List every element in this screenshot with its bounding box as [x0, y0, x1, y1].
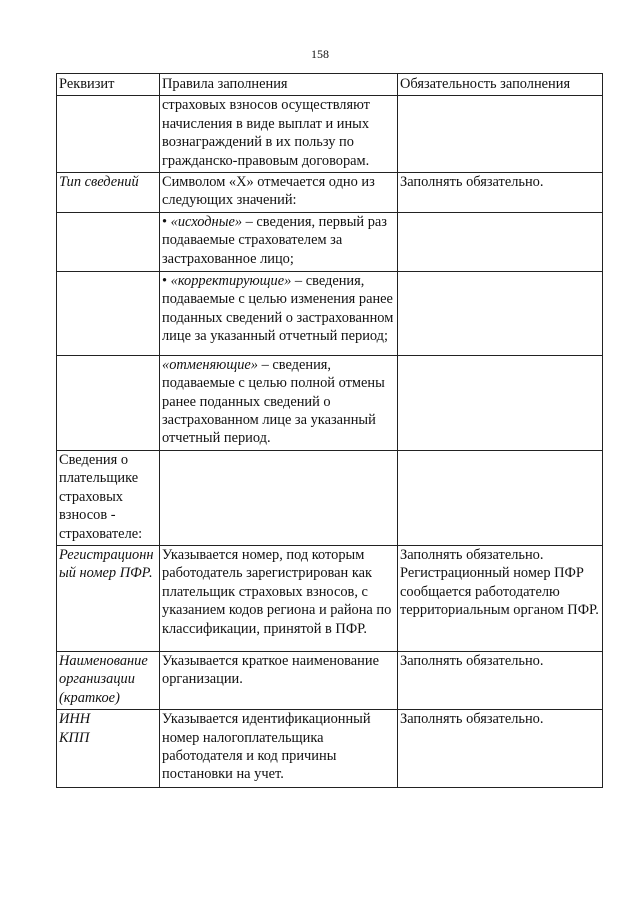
obligation-cell [398, 545, 603, 651]
header-rules: Правила заполнения [160, 74, 398, 96]
requisite-cell: Тип сведений [57, 173, 160, 213]
requisite-cell [57, 212, 160, 271]
bullet-glyph: • [162, 213, 168, 230]
requisites-table [56, 73, 603, 788]
rule-cell [160, 271, 398, 355]
obligation-cell: Заполнять обязательно. [398, 651, 603, 709]
requisite-inn: ИНН [59, 711, 91, 728]
requisite-cell [57, 355, 160, 450]
rule-cell: страховых взносов осуществляют начисления в виде выплат и иных вознаграждений в их пользу по гражданско-правовым договорам. [160, 96, 398, 173]
table-row [57, 96, 603, 173]
value-description: – сведения, подаваемые с целью полной отмены ранее поданных сведений о застрахованном лице за указанный отчетный период. [162, 356, 385, 447]
requisite-cell: Наименование организации (краткое) [57, 651, 160, 709]
obligation-note: Регистрационный номер ПФР сообщается работодателю территориальным органом ПФР. [400, 565, 599, 619]
rule-cell: Указывается номер, под которым работодатель зарегистрирован как плательщик страховых взносов, с указанием кодов региона и района по классификации, принятой в ПФР. [160, 545, 398, 651]
value-description: – сведения, подаваемые с целью изменения ранее поданных сведений о застрахованном лице за указанный отчетный период; [162, 272, 394, 345]
bullet-glyph: • [162, 272, 168, 289]
table-row [57, 710, 603, 788]
requisite-cell [57, 271, 160, 355]
requisite-cell [57, 96, 160, 173]
rule-cell: Указывается идентификационный номер налогоплательщика работодателя и код причины постановки на учет. [160, 710, 398, 788]
table-row [57, 545, 603, 651]
table-row [57, 212, 603, 271]
table-row [57, 271, 603, 355]
obligation-cell [398, 355, 603, 450]
rule-cell: Символом «Х» отмечается одно из следующих значений: [160, 173, 398, 213]
value-term: «корректирующие» [170, 272, 292, 289]
table-row [57, 450, 603, 545]
value-term: «исходные» [170, 213, 243, 230]
obligation-cell [398, 450, 603, 545]
rule-cell [160, 450, 398, 545]
obligation-text: Заполнять обязательно. [400, 546, 544, 563]
table-header-row [57, 74, 603, 96]
obligation-cell: Заполнять обязательно. [398, 173, 603, 213]
table-row [57, 651, 603, 709]
table-row [57, 173, 603, 213]
rule-cell [160, 212, 398, 271]
header-obligation: Обязательность заполнения [398, 74, 603, 96]
requisite-cell [57, 710, 160, 788]
obligation-cell [398, 212, 603, 271]
value-description: – сведения, первый раз подаваемые страхователем за застрахованное лицо; [162, 213, 387, 267]
rule-cell [160, 355, 398, 450]
table-row [57, 355, 603, 450]
rule-cell: Указывается краткое наименование организации. [160, 651, 398, 709]
obligation-cell [398, 271, 603, 355]
header-requisite: Реквизит [57, 74, 160, 96]
section-heading: Сведения о плательщике страховых взносов - страхователе: [57, 450, 160, 545]
obligation-cell [398, 96, 603, 173]
requisite-cell: Регистрационный номер ПФР. [57, 545, 160, 651]
page-number: 158 [311, 47, 329, 61]
value-term: «отменяющие» [162, 356, 258, 373]
requisite-kpp: КПП [59, 729, 90, 746]
obligation-cell: Заполнять обязательно. [398, 710, 603, 788]
